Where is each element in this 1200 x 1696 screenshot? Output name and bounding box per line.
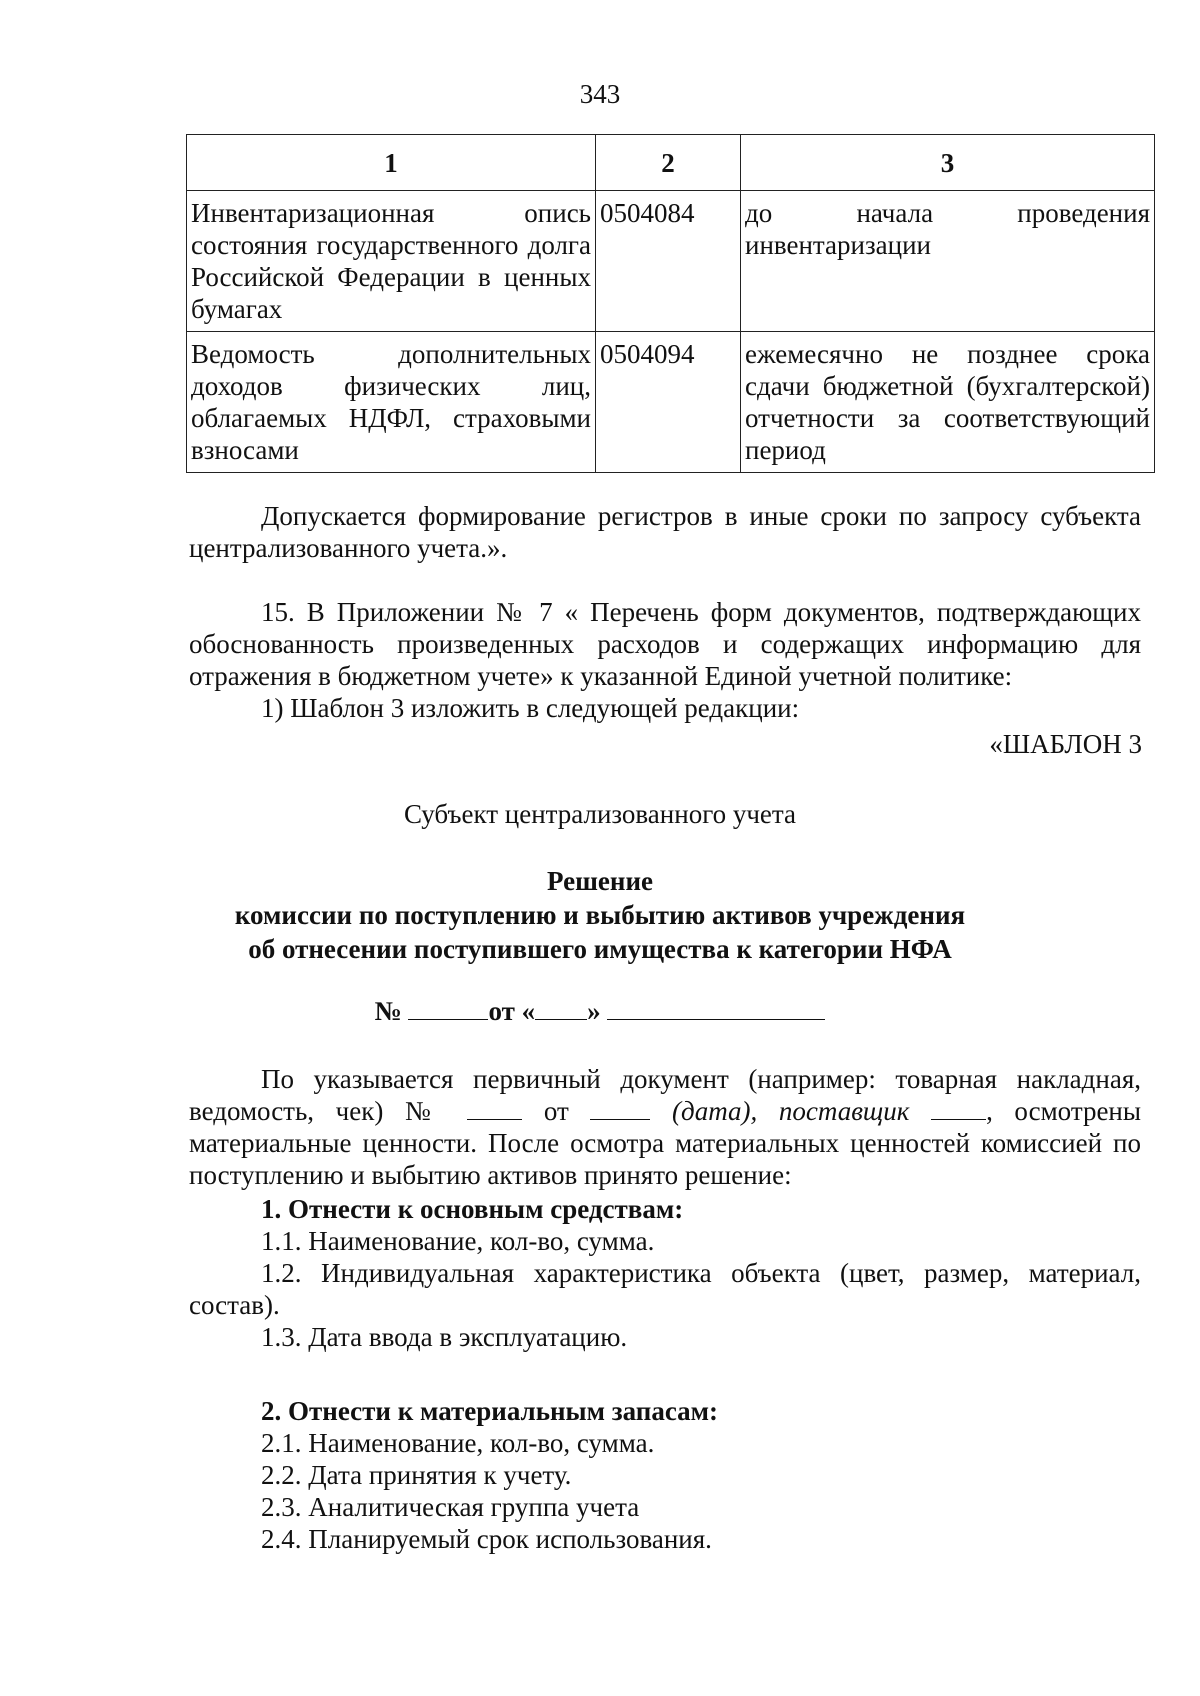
after-table-text: Допускается формирование регистров в иные сроки по запросу субъекта централизованного учета.». [189, 501, 1141, 563]
supplier-blank [931, 1097, 986, 1120]
registers-table [186, 134, 1155, 473]
section-15-paragraph: 15. В Приложении № 7 « Перечень форм документов, подтверждающих обоснованность произведенных расходов и содержащих информацию для отражения в бюджетном учете» к указанной Единой учетной политике: [189, 597, 1141, 691]
register-name-cell: Ведомость дополнительных доходов физических лиц, облагаемых НДФЛ, страховыми взносами [187, 332, 596, 473]
after-table-note [189, 500, 1141, 564]
intro-from: от [543, 1096, 569, 1126]
number-blank [408, 997, 488, 1020]
day-blank [535, 997, 587, 1020]
list-item: 1.1. Наименование, кол-во, сумма. [261, 1226, 655, 1256]
section-15 [189, 596, 1141, 724]
doc-number-blank [467, 1097, 522, 1120]
table-row [187, 191, 1155, 332]
register-name-cell: Инвентаризационная опись состояния государственного долга Российской Федерации в ценных бумагах [187, 191, 596, 332]
form-code-cell: 0504084 [596, 191, 741, 332]
decision-line-2: об отнесении поступившего имущества к категории НФА [248, 934, 952, 964]
quote-close: » [587, 996, 601, 1026]
list-item: 2.4. Планируемый срок использования. [261, 1524, 712, 1554]
term-cell: ежемесячно не позднее срока сдачи бюджетной (бухгалтерской) отчетности за соответствующий период [741, 332, 1155, 473]
intro-text [189, 1063, 1141, 1191]
decision-list [189, 1193, 1141, 1555]
term-cell: до начала проведения инвентаризации [741, 191, 1155, 332]
page-number: 343 [579, 79, 621, 109]
list-item: 2.3. Аналитическая группа учета [261, 1492, 640, 1522]
intro-paragraph [189, 1063, 1141, 1191]
from-label: от « [488, 996, 536, 1026]
list-item: 1.3. Дата ввода в эксплуатацию. [261, 1322, 628, 1352]
section-1-heading: 1. Отнести к основным средствам: [261, 1194, 684, 1224]
section-15-item-1: 1) Шаблон 3 изложить в следующей редакции: [261, 693, 800, 723]
list-item: 1.2. Индивидуальная характеристика объекта (цвет, размер, материал, состав). [189, 1258, 1141, 1320]
template-label: «ШАБЛОН 3 [989, 729, 1142, 759]
intro-part-1: По указывается первичный документ (например: товарная накладная, ведомость, чек) № [189, 1064, 1141, 1126]
month-year-blank [607, 997, 825, 1020]
decision-number-line [0, 995, 1200, 1027]
table-row [187, 332, 1155, 473]
list-item: 2.1. Наименование, кол-во, сумма. [261, 1428, 655, 1458]
list-item: 2.2. Дата принятия к учету. [261, 1460, 572, 1490]
doc-date-blank [590, 1097, 650, 1120]
table-header-cell: 2 [596, 135, 741, 191]
number-sign: № [374, 996, 402, 1026]
section-gap [189, 1353, 1141, 1395]
decision-title: Решение [547, 866, 653, 896]
form-code-cell: 0504094 [596, 332, 741, 473]
subject-title: Субъект централизованного учета [403, 799, 797, 829]
decision-heading [0, 864, 1200, 966]
table-header-cell: 3 [741, 135, 1155, 191]
intro-date-supplier: (дата), поставщик [672, 1096, 910, 1126]
table-header-cell: 1 [187, 135, 596, 191]
decision-line-1: комиссии по поступлению и выбытию активов учреждения [234, 900, 966, 930]
section-2-heading: 2. Отнести к материальным запасам: [261, 1396, 719, 1426]
intro-part-2: , осмотрены материальные ценности. После осмотра материальных ценностей комиссией по поступлению и выбытию активов принято решение: [189, 1096, 1142, 1190]
table-header-row [187, 135, 1155, 191]
